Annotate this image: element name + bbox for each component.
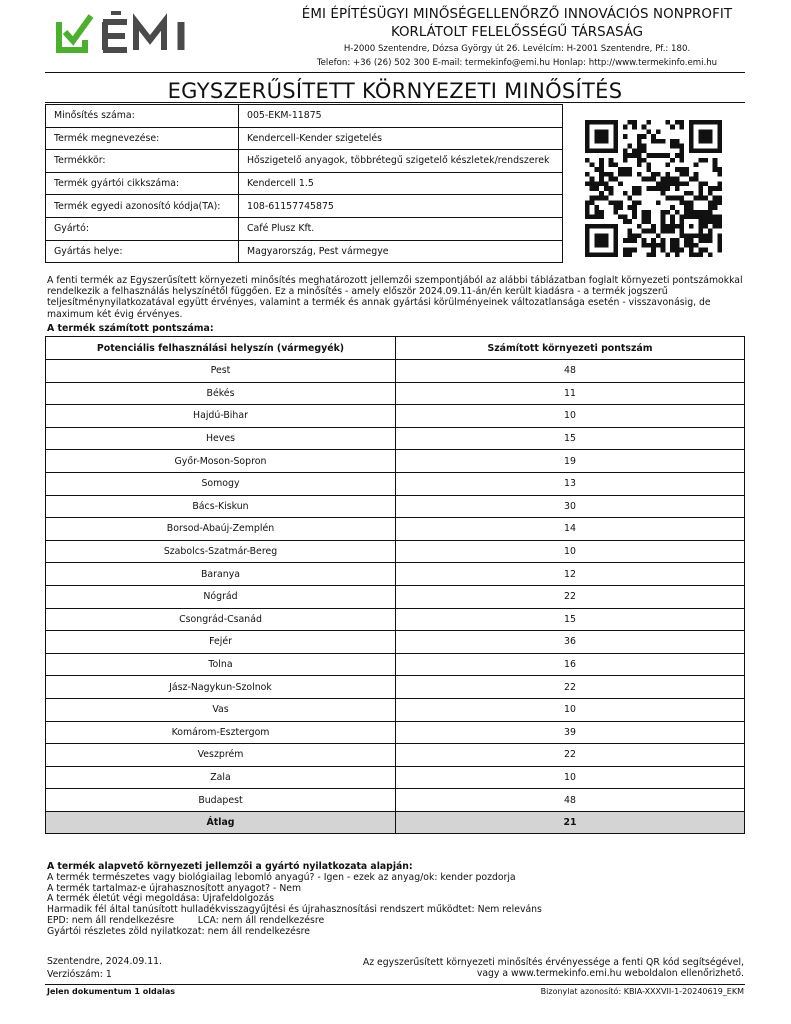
score-row bbox=[46, 789, 745, 812]
score-row bbox=[46, 608, 745, 631]
basics-line: A termék életút végi megoldása: Újrafeldolgozás bbox=[47, 893, 275, 905]
score-row bbox=[46, 563, 745, 586]
info-value: 108-61157745875 bbox=[239, 195, 563, 218]
score-row bbox=[46, 540, 745, 563]
environmental-basics bbox=[47, 862, 747, 938]
score-table-title: A termék számított pontszáma: bbox=[47, 323, 214, 334]
score-cell: 22 bbox=[396, 744, 745, 767]
score-row bbox=[46, 676, 745, 699]
county-cell: Vas bbox=[46, 698, 396, 721]
document-header bbox=[0, 0, 791, 74]
verification-note bbox=[330, 958, 744, 980]
company-name-line1: ÉMI ÉPÍTÉSÜGYI MINŐSÉGELLENŐRZŐ INNOVÁCIÓS NONPROFIT bbox=[301, 7, 733, 22]
info-value: Café Plusz Kft. bbox=[239, 217, 563, 240]
product-info-table bbox=[45, 104, 563, 263]
info-row bbox=[46, 240, 563, 263]
emi-logo bbox=[55, 10, 195, 56]
score-cell: 48 bbox=[396, 789, 745, 812]
basics-line: A termék természetes vagy biológiailag lebomló anyagú? - Igen - ezek az anyag/ok: kender pozdorja bbox=[47, 871, 516, 883]
score-cell: 10 bbox=[396, 766, 745, 789]
score-column-header: Számított környezeti pontszám bbox=[396, 337, 745, 360]
info-row bbox=[46, 195, 563, 218]
county-cell: Baranya bbox=[46, 563, 396, 586]
verify-line2: vagy a www.termekinfo.emi.hu weboldalon ellenőrizhető. bbox=[476, 967, 744, 979]
county-cell: Somogy bbox=[46, 472, 396, 495]
basics-line: Gyártói részletes zöld nyilatkozat: nem áll rendelkezésre bbox=[47, 925, 311, 937]
county-cell: Győr-Moson-Sopron bbox=[46, 450, 396, 473]
basics-heading: A termék alapvető környezeti jellemzői a gyártó nyilatkozata alapján: bbox=[47, 861, 413, 872]
info-label: Termék egyedi azonosító kódja(TA): bbox=[46, 195, 239, 218]
document-title: EGYSZERŰSÍTETT KÖRNYEZETI MINŐSÍTÉS bbox=[167, 79, 623, 103]
evidence-id: Bizonylat azonosító: KBIA-XXXVII-1-20240619_EKM bbox=[540, 987, 744, 996]
score-cell: 15 bbox=[396, 427, 745, 450]
footer-divider bbox=[45, 984, 745, 985]
company-address: H-2000 Szentendre, Dózsa György út 26. Levélcím: H-2001 Szentendre, Pf.: 180. bbox=[343, 44, 691, 54]
county-cell: Komárom-Esztergom bbox=[46, 721, 396, 744]
info-row bbox=[46, 217, 563, 240]
score-cell: 11 bbox=[396, 382, 745, 405]
county-cell: Zala bbox=[46, 766, 396, 789]
county-cell: Fejér bbox=[46, 631, 396, 654]
header-divider bbox=[45, 72, 745, 73]
county-cell: Bács-Kiskun bbox=[46, 495, 396, 518]
score-cell: 39 bbox=[396, 721, 745, 744]
info-row bbox=[46, 105, 563, 128]
place-date: Szentendre, 2024.09.11. bbox=[47, 956, 162, 967]
score-cell: 16 bbox=[396, 653, 745, 676]
info-value: Kendercell 1.5 bbox=[239, 172, 563, 195]
issue-place-block bbox=[47, 956, 162, 981]
score-cell: 10 bbox=[396, 698, 745, 721]
score-row bbox=[46, 427, 745, 450]
verify-line1: Az egyszerűsített környezeti minősítés érvényessége a fenti QR kód segítségével, bbox=[362, 957, 744, 968]
county-cell: Csongrád-Csanád bbox=[46, 608, 396, 631]
info-row bbox=[46, 127, 563, 150]
county-cell: Budapest bbox=[46, 789, 396, 812]
info-label: Gyártó: bbox=[46, 217, 239, 240]
company-contact: Telefon: +36 (26) 502 300 E-mail: termekinfo@emi.hu Honlap: http://www.termekinfo.emi.hu bbox=[316, 58, 718, 68]
score-row bbox=[46, 721, 745, 744]
county-cell: Heves bbox=[46, 427, 396, 450]
basics-line: EPD: nem áll rendelkezésre LCA: nem áll rendelkezésre bbox=[47, 914, 325, 926]
score-cell: 12 bbox=[396, 563, 745, 586]
score-row bbox=[46, 631, 745, 654]
score-row bbox=[46, 495, 745, 518]
info-label: Gyártás helye: bbox=[46, 240, 239, 263]
score-row bbox=[46, 766, 745, 789]
score-cell: 10 bbox=[396, 405, 745, 428]
average-row bbox=[46, 811, 745, 834]
info-row bbox=[46, 172, 563, 195]
info-value: 005-EKM-11875 bbox=[239, 105, 563, 128]
score-row bbox=[46, 450, 745, 473]
county-cell: Tolna bbox=[46, 653, 396, 676]
info-label: Termék gyártói cikkszáma: bbox=[46, 172, 239, 195]
page-count: Jelen dokumentum 1 oldalas bbox=[47, 987, 176, 996]
score-row bbox=[46, 472, 745, 495]
score-row bbox=[46, 518, 745, 541]
score-cell: 19 bbox=[396, 450, 745, 473]
info-label: Minősítés száma: bbox=[46, 105, 239, 128]
company-name-line2: KORLÁTOLT FELELŐSSÉGŰ TÁRSASÁG bbox=[390, 25, 644, 40]
score-cell: 10 bbox=[396, 540, 745, 563]
score-row bbox=[46, 405, 745, 428]
score-table bbox=[45, 336, 745, 834]
score-cell: 36 bbox=[396, 631, 745, 654]
county-cell: Borsod-Abaúj-Zemplén bbox=[46, 518, 396, 541]
score-cell: 14 bbox=[396, 518, 745, 541]
score-row bbox=[46, 585, 745, 608]
average-score: 21 bbox=[396, 811, 745, 834]
score-cell: 15 bbox=[396, 608, 745, 631]
score-cell: 30 bbox=[396, 495, 745, 518]
score-table-header bbox=[46, 337, 745, 360]
intro-paragraph: A fenti termék az Egyszerűsített környezeti minősítés meghatározott jellemzői szempontjából az alábbi táblázatban foglalt környezeti pontszámokkal rendelkezik a felhasználás helyszínétől függően. Ez a minősítés - amely először 2024.09.11-án/én került kiadásra - a termék jogszerű teljesítménynyilatkozatával együtt érvényes, valamint a termék és annak gyártási körülményeinek változatlansága esetén - visszavonásig, de maximum két évig érvényes. bbox=[47, 275, 743, 320]
county-cell: Jász-Nagykun-Szolnok bbox=[46, 676, 396, 699]
county-cell: Veszprém bbox=[46, 744, 396, 767]
info-value: Kendercell-Kender szigetelés bbox=[239, 127, 563, 150]
version-number: Verziószám: 1 bbox=[47, 968, 112, 980]
info-label: Termék megnevezése: bbox=[46, 127, 239, 150]
score-row bbox=[46, 744, 745, 767]
county-cell: Békés bbox=[46, 382, 396, 405]
average-label: Átlag bbox=[46, 811, 396, 834]
score-row bbox=[46, 698, 745, 721]
score-row bbox=[46, 653, 745, 676]
county-column-header: Potenciális felhasználási helyszín (vármegyék) bbox=[46, 337, 396, 360]
county-cell: Pest bbox=[46, 360, 396, 383]
score-cell: 22 bbox=[396, 676, 745, 699]
basics-line: Harmadik fél által tanúsított hulladékvisszagyűjtési és újrahasznosítási rendszert működtet: Nem releváns bbox=[47, 904, 542, 916]
info-value: Magyarország, Pest vármegye bbox=[239, 240, 563, 263]
score-cell: 13 bbox=[396, 472, 745, 495]
score-cell: 22 bbox=[396, 585, 745, 608]
info-value: Hőszigetelő anyagok, többrétegű szigetelő készletek/rendszerek bbox=[239, 150, 563, 173]
company-block bbox=[272, 6, 762, 70]
info-label: Termékkör: bbox=[46, 150, 239, 173]
title-divider bbox=[45, 102, 745, 103]
score-row bbox=[46, 360, 745, 383]
qr-code[interactable] bbox=[585, 120, 722, 257]
county-cell: Hajdú-Bihar bbox=[46, 405, 396, 428]
county-cell: Nógrád bbox=[46, 585, 396, 608]
score-cell: 48 bbox=[396, 360, 745, 383]
basics-line: A termék tartalmaz-e újrahasznosított anyagot? - Nem bbox=[47, 882, 302, 894]
info-row bbox=[46, 150, 563, 173]
county-cell: Szabolcs-Szatmár-Bereg bbox=[46, 540, 396, 563]
score-row bbox=[46, 382, 745, 405]
